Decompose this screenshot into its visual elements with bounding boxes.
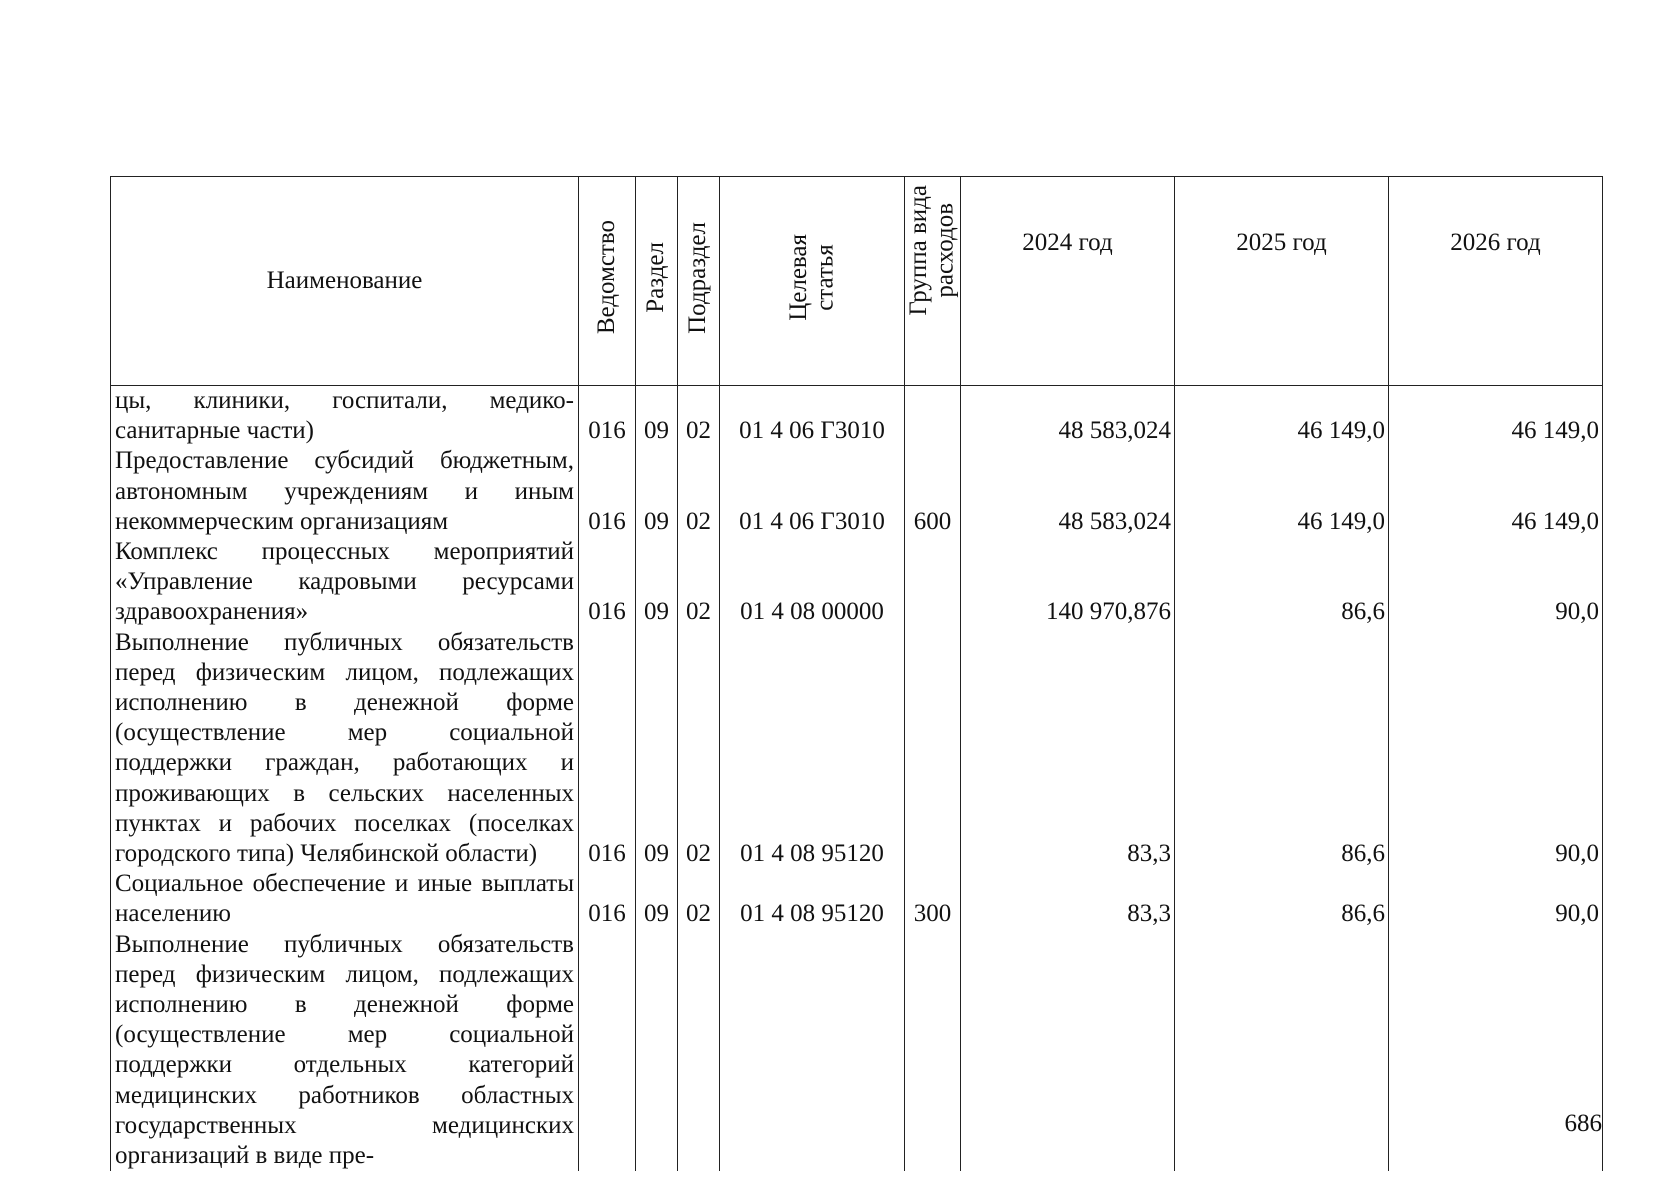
row-celevaya: 01 4 06 Г3010	[720, 386, 905, 447]
row-2024: 48 583,024	[961, 446, 1175, 537]
header-year-2024	[961, 177, 1175, 386]
row-gruppa: 300	[905, 869, 961, 929]
row-razdel: 09	[636, 386, 678, 447]
table-header	[111, 177, 1603, 386]
row-vedomstvo	[579, 930, 636, 1172]
row-name: цы, клиники, госпитали, медико-санитарные части)	[111, 386, 579, 447]
row-2024: 83,3	[961, 869, 1175, 929]
table-row	[111, 628, 1603, 870]
row-2025	[1175, 930, 1389, 1172]
row-celevaya: 01 4 08 95120	[720, 869, 905, 929]
row-celevaya: 01 4 08 00000	[720, 537, 905, 628]
header-year-2025-label: 2025 год	[1236, 229, 1327, 256]
row-gruppa	[905, 930, 961, 1172]
row-celevaya: 01 4 08 95120	[720, 628, 905, 870]
row-gruppa: 600	[905, 446, 961, 537]
row-name: Комплекс процессных мероприятий «Управление кадровыми ресурсами здравоохранения»	[111, 537, 579, 628]
row-2024: 48 583,024	[961, 386, 1175, 447]
row-2025: 86,6	[1175, 537, 1389, 628]
header-year-2025	[1175, 177, 1389, 386]
row-razdel: 09	[636, 537, 678, 628]
row-2026: 46 149,0	[1389, 386, 1603, 447]
row-2024: 83,3	[961, 628, 1175, 870]
header-name-label: Наименование	[266, 267, 423, 294]
row-2026: 90,0	[1389, 628, 1603, 870]
row-name: Социальное обеспечение и иные выплаты населению	[111, 869, 579, 929]
row-podrazdel	[678, 930, 720, 1172]
row-name: Предоставление субсидий бюджетным, автономным учреждениям и иным некоммерческим организациям	[111, 446, 579, 537]
header-vedomstvo-label: Ведомство	[592, 220, 620, 335]
row-name: Выполнение публичных обязательств перед физическим лицом, подлежащих исполнению в денежной форме (осуществление мер социальной поддержки отдельных категорий медицинских работников областных государственных медицинских организаций в виде пре-	[111, 930, 579, 1172]
row-razdel: 09	[636, 446, 678, 537]
budget-table	[110, 176, 1603, 1171]
row-gruppa	[905, 537, 961, 628]
row-vedomstvo: 016	[579, 446, 636, 537]
row-name: Выполнение публичных обязательств перед физическим лицом, подлежащих исполнению в денежной форме (осуществление мер социальной поддержки граждан, работающих и проживающих в сельских населенных пунктах и рабочих поселках (поселках городского типа) Челябинской области)	[111, 628, 579, 870]
header-gruppa-line2: расходов	[931, 202, 959, 298]
header-celevaya-label	[786, 234, 839, 321]
row-celevaya	[720, 930, 905, 1172]
row-podrazdel: 02	[678, 446, 720, 537]
header-year-2026-label: 2026 год	[1450, 229, 1541, 256]
row-gruppa	[905, 628, 961, 870]
header-podrazdel	[678, 177, 720, 386]
table-row	[111, 930, 1603, 1172]
row-vedomstvo: 016	[579, 628, 636, 870]
table-row	[111, 446, 1603, 537]
header-gruppa	[905, 177, 961, 386]
header-vedomstvo	[579, 177, 636, 386]
row-2024: 140 970,876	[961, 537, 1175, 628]
row-2026: 90,0	[1389, 537, 1603, 628]
header-celevaya-line2: статья	[811, 244, 838, 311]
header-podrazdel-label: Подраздел	[684, 221, 712, 334]
row-razdel	[636, 930, 678, 1172]
row-podrazdel: 02	[678, 628, 720, 870]
row-vedomstvo: 016	[579, 386, 636, 447]
row-razdel: 09	[636, 628, 678, 870]
header-celevaya-line1: Целевая	[784, 234, 812, 321]
row-vedomstvo: 016	[579, 869, 636, 929]
row-2025: 46 149,0	[1175, 446, 1389, 537]
row-podrazdel: 02	[678, 537, 720, 628]
row-2026: 90,0	[1389, 869, 1603, 929]
row-2024	[961, 930, 1175, 1172]
table-body	[111, 386, 1603, 1172]
table-row	[111, 869, 1603, 929]
header-year-2026	[1389, 177, 1603, 386]
row-gruppa	[905, 386, 961, 447]
row-podrazdel: 02	[678, 869, 720, 929]
table-row	[111, 386, 1603, 447]
row-2025: 46 149,0	[1175, 386, 1389, 447]
header-gruppa-line1: Группа вида	[905, 185, 933, 316]
row-vedomstvo: 016	[579, 537, 636, 628]
row-razdel: 09	[636, 869, 678, 929]
row-2025: 86,6	[1175, 869, 1389, 929]
page-number: 686	[1564, 1110, 1602, 1137]
row-podrazdel: 02	[678, 386, 720, 447]
row-2025: 86,6	[1175, 628, 1389, 870]
header-razdel	[636, 177, 678, 386]
header-razdel-label: Раздел	[642, 242, 670, 313]
row-2026: 46 149,0	[1389, 446, 1603, 537]
row-celevaya: 01 4 06 Г3010	[720, 446, 905, 537]
header-name	[111, 177, 579, 386]
table-row	[111, 537, 1603, 628]
header-celevaya	[720, 177, 905, 386]
header-year-2024-label: 2024 год	[1022, 229, 1113, 256]
header-gruppa-label	[906, 185, 959, 316]
